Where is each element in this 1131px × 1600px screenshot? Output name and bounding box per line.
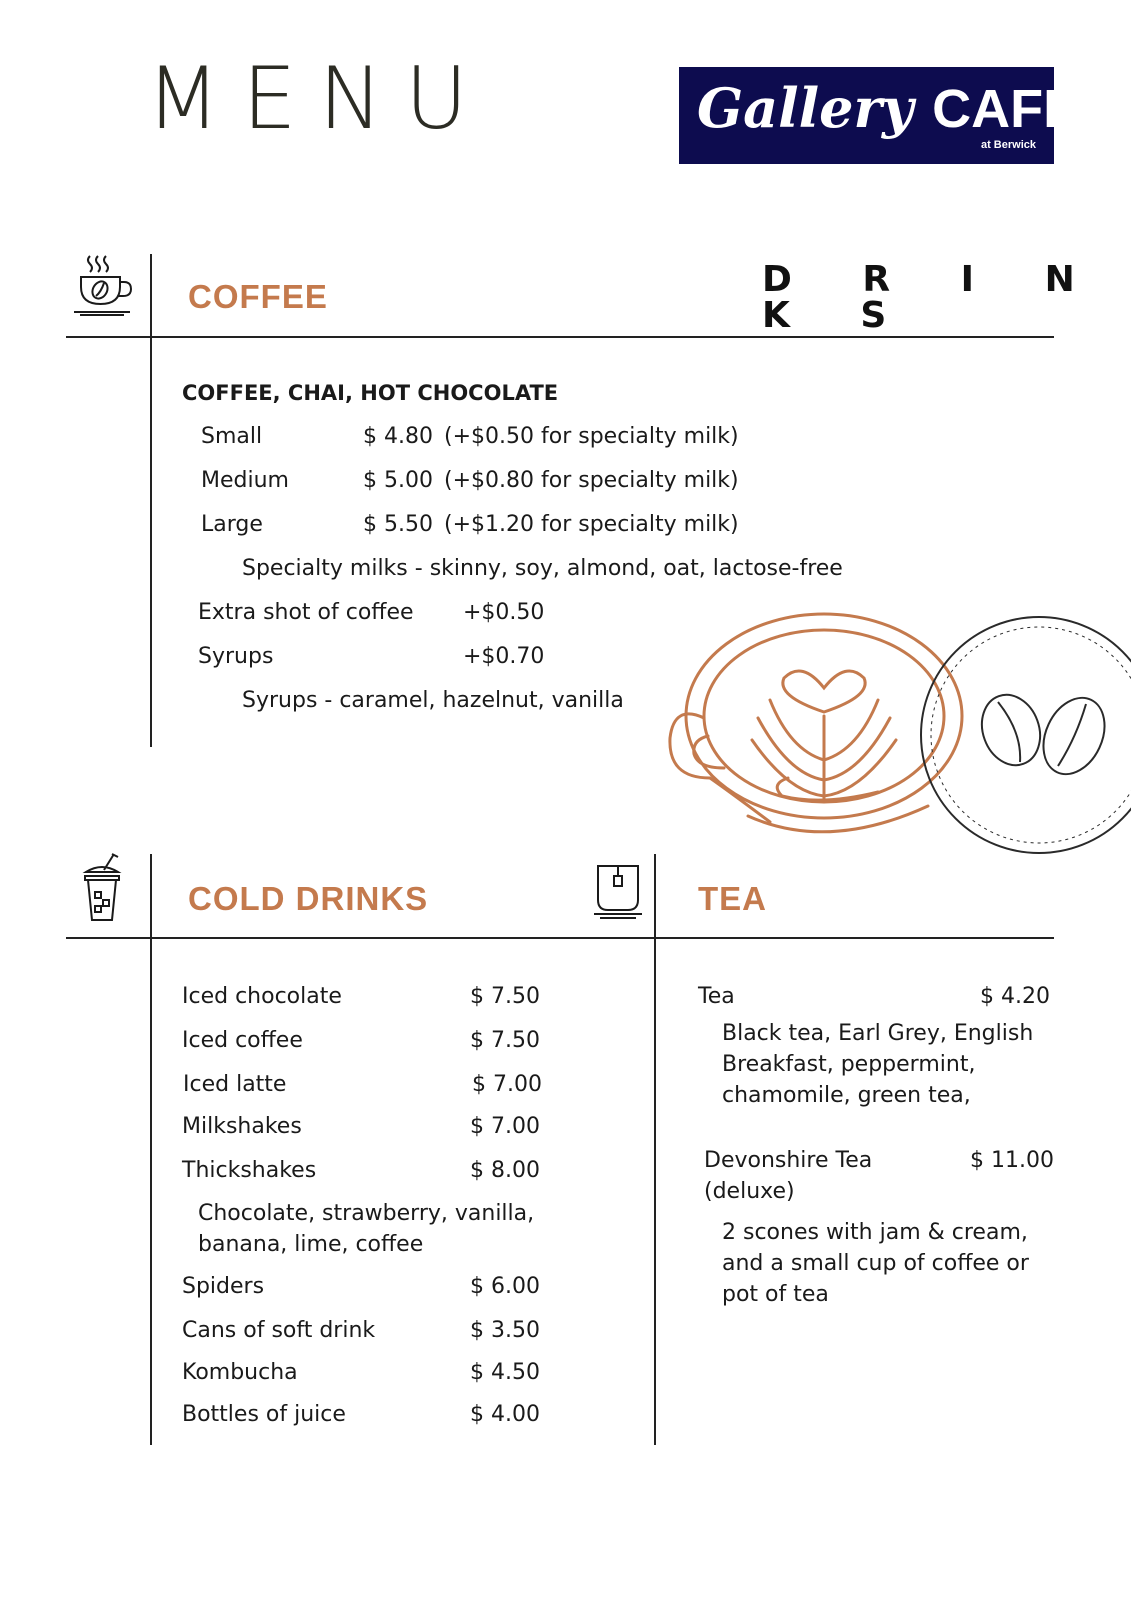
cold-drinks-title: COLD DRINKS [188,880,429,917]
cold-item-milkshakes: Milkshakes [182,1114,302,1139]
menu-title: MENU [146,49,490,149]
cold-item-kombucha: Kombucha [182,1360,298,1385]
tea-cup-icon [592,862,644,920]
syrups-label: Syrups [198,644,274,669]
iced-drink-icon [82,852,122,924]
logo-brand: Gallery [697,76,914,140]
cold-drinks-divider-horizontal [66,937,1054,939]
logo-wordmark [697,76,1080,140]
coffee-divider-horizontal [66,336,1054,338]
coffee-beans-saucer-illustration [916,612,1131,858]
cold-price-milkshakes: $ 7.00 [470,1114,540,1139]
cold-price-soft-drink: $ 3.50 [470,1318,540,1343]
tea-divider-vertical [654,854,656,1445]
size-small-price: $ 4.80 [363,424,433,449]
cold-item-spiders: Spiders [182,1274,265,1299]
syrups-note: Syrups - caramel, hazelnut, vanilla [242,688,624,713]
thickshake-flavours: Chocolate, strawberry, vanilla, banana, lime, coffee [198,1201,535,1257]
size-large-price: $ 5.50 [363,512,433,537]
cold-item-iced-coffee: Iced coffee [182,1028,303,1053]
tea-price-tea: $ 4.20 [980,984,1050,1009]
cold-price-iced-coffee: $ 7.50 [470,1028,540,1053]
tea-item-devonshire: Devonshire Tea (deluxe) [704,1148,873,1204]
tea-title: TEA [698,880,767,917]
cold-price-kombucha: $ 4.50 [470,1360,540,1385]
cold-item-juice: Bottles of juice [182,1402,346,1427]
tea-desc-tea: Black tea, Earl Grey, English Breakfast, peppermint, chamomile, green tea, [722,1021,1034,1108]
cold-price-iced-latte: $ 7.00 [472,1072,542,1097]
tea-item-tea: Tea [698,984,735,1009]
size-medium-price: $ 5.00 [363,468,433,493]
category-heading: D R I N K S [762,259,1104,336]
cold-price-spiders: $ 6.00 [470,1274,540,1299]
coffee-divider-vertical [150,254,152,747]
cold-drinks-divider-vertical [150,854,152,1445]
size-medium-label: Medium [201,468,289,493]
cold-item-iced-latte: Iced latte [183,1072,287,1097]
logo-cafe: CAFÉ [932,79,1080,139]
coffee-subtitle: COFFEE, CHAI, HOT CHOCOLATE [182,381,559,405]
size-small-label: Small [201,424,263,449]
logo-sub: at Berwick [980,139,1036,151]
cold-item-iced-chocolate: Iced chocolate [182,984,342,1009]
tea-desc-devonshire: 2 scones with jam & cream, and a small cup of coffee or pot of tea [722,1220,1029,1307]
tea-price-devonshire: $ 11.00 [970,1148,1054,1173]
specialty-milks-note: Specialty milks - skinny, soy, almond, oat, lactose-free [242,556,843,581]
size-large-note: (+$1.20 for specialty milk) [444,512,739,537]
cold-price-iced-chocolate: $ 7.50 [470,984,540,1009]
coffee-cup-icon [72,252,134,318]
size-small-note: (+$0.50 for specialty milk) [444,424,739,449]
coffee-title: COFFEE [188,278,328,315]
gallery-cafe-logo [679,67,1080,164]
extra-shot-label: Extra shot of coffee [198,600,414,625]
syrups-price: +$0.70 [463,644,545,669]
cold-price-juice: $ 4.00 [470,1402,540,1427]
size-medium-note: (+$0.80 for specialty milk) [444,468,739,493]
size-large-label: Large [201,512,263,537]
extra-shot-price: +$0.50 [463,600,545,625]
cold-item-soft-drink: Cans of soft drink [182,1318,376,1343]
cold-item-thickshakes: Thickshakes [182,1158,317,1183]
cold-price-thickshakes: $ 8.00 [470,1158,540,1183]
